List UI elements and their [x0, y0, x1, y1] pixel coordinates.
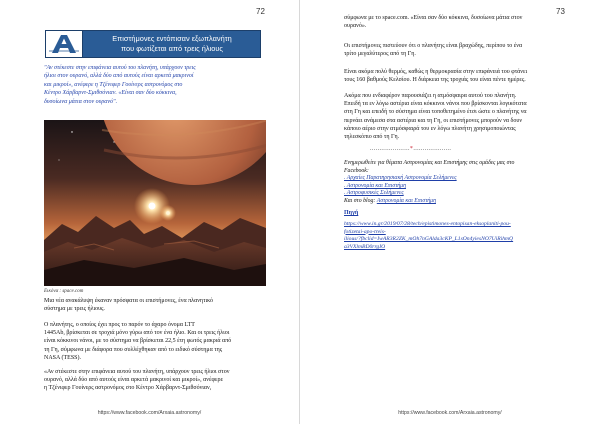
page-number: 73: [556, 7, 565, 16]
article-title: Επιστήμονες εντόπισαν εξωπλανήτη που φωτίζεται από τρεις ήλιους: [112, 34, 232, 53]
group-link[interactable]: . Αστρονομία και Επιστήμη: [344, 182, 406, 189]
facebook-groups: Ενημερωθείτε για θέματα Αστρονομίας και Επιστήμης στις ομάδες μας στο Facebook: . Αρχαίες Παρατηρησιακή Αστρονομία Σελήμενες . Αστρονομία και Επιστήμη . Αστροφυσικές Σελήμενες Και στο blog: Αστρονομία και Επιστήμη: [344, 160, 556, 206]
paragraph-3: «Αν στέκεστε στην επιφάνεια αυτού του πλανήτη, υπάρχουν τρεις ήλιοι στον ουρανό, αλλά δύο από αυτούς είναι αρκετά μακρινοί και μικροί», ανέφερε η Τζένιφερ Γουίνερς αστρονόμος στο Κέντρο Χάρβαρντ-Σμιθσόνιαν,: [44, 369, 230, 392]
paragraph-2: Ο πλανήτης, ο οποίος έχει προς το παρόν το άχαρο όνομα LTT 1445Ab, βρίσκεται σε τροχιά μόνο γύρω από τον ένα ήλιο. Και οι τρεις ήλιοι είναι κόκκινοι νάνοι, με το σύστημα να βρίσκεται 22,5 έτη φωτός μακριά από τη Γη, σύμφωνα με διάφορα που συλλέχθηκαν από το ειδικό σύστημα της NASA (TESS).: [44, 322, 232, 361]
paragraph-2: Οι επιστήμονες πιστεύουν ότι ο πλανήτης είναι βραχώδης, περίπου το ένα τρίτο μεγαλύτερος από τη Γη.: [344, 43, 523, 58]
page-number: 72: [256, 7, 265, 16]
page-footer: https://www.facebook.com/Arxaia.astronomy/: [398, 410, 502, 416]
paragraph-3: Είναι ακόμα πολύ θερμός, καθώς η θερμοκρασία στην επιφάνειά του φτάνει τους 160 βαθμούς Κελσίου. Η διάρκεια της τροχιάς του είναι πέντε ημέρες.: [344, 69, 528, 84]
section-separator: .....................*....................: [370, 146, 452, 152]
letter-a-logo-icon: [46, 31, 83, 57]
page-footer: https://www.facebook.com/Arxaia.astronomy/: [97, 410, 202, 416]
group-link[interactable]: . Αστροφυσικές Σελήμενες: [344, 190, 404, 197]
right-page: [300, 0, 600, 424]
article-title-banner: [45, 30, 261, 58]
source-url[interactable]: https://www.in.gr/2019/07/28/tech/epistimones-entopisan-eksoplaniti-pou- fotizetai-apo-treis- ilious/?fbclid=IwAR3R2ZK_mOh7nGAlda3cKP_L1sOn4yiesNO7UiRihmQ a3VXlmBD0rrgIO: [344, 221, 514, 250]
paragraph-1: Μια νέα ανακάλυψη έκαναν πρόσφατα οι επιστήμονες, ένα πλανητικό σύστημα με τρεις ήλιους.: [44, 298, 213, 313]
blog-link[interactable]: Αστρονομία και Επιστήμη: [376, 197, 436, 204]
group-link[interactable]: . Αρχαίες Παρατηρησιακή Αστρονομία Σελήμενες: [344, 175, 457, 182]
exoplanet-illustration: [44, 120, 266, 286]
image-caption: Εικόνα : space.com: [44, 289, 84, 294]
separator-star-icon: *: [409, 146, 414, 152]
paragraph-4: Ακόμα που ενδιαφέρον παρουσιάζει η ατμόσφαιρα αυτού του πλανήτη. Επειδή τα εν λόγω αστέρια είναι κόκκινοι νάνοι που βρίσκονται λογικότατα στη Γη και επειδή το σύστημα είναι τοποθετημένο έτσι ώστε ο πλανήτης να περνάει ανάμεσα στα αστέρια και τη Γη, οι επιστήμονες μπορούν να δουν κάποιο αέριο στην ατμόσφαιρά του εν λόγω πλανήτη χρησιμοποιώντας τηλεσκόπιο από τη Γη.: [344, 93, 527, 141]
pull-quote: "Αν στέκεστε στην επιφάνεια αυτού του πλανήτη, υπάρχουν τρεις ήλιοι στον ουρανό, αλλά δύο από αυτούς είναι αρκετά μακρινοί και μικροί», ανέφερε η Τζένιφερ Γουίνερς αστρονόμος στο Κέντρο Χάρβαρντ-Σμιθσόνιαν. «Είναι σαν δύο κόκκινα, δυσοίωνα μάτια στον ουρανό".: [44, 65, 196, 105]
paragraph-1: σύμφωνα με το space.com. «Είναι σαν δύο κόκκινα, δυσοίωνα μάτια στον ουρανό».: [344, 15, 523, 30]
source-heading: Πηγή: [344, 210, 359, 216]
